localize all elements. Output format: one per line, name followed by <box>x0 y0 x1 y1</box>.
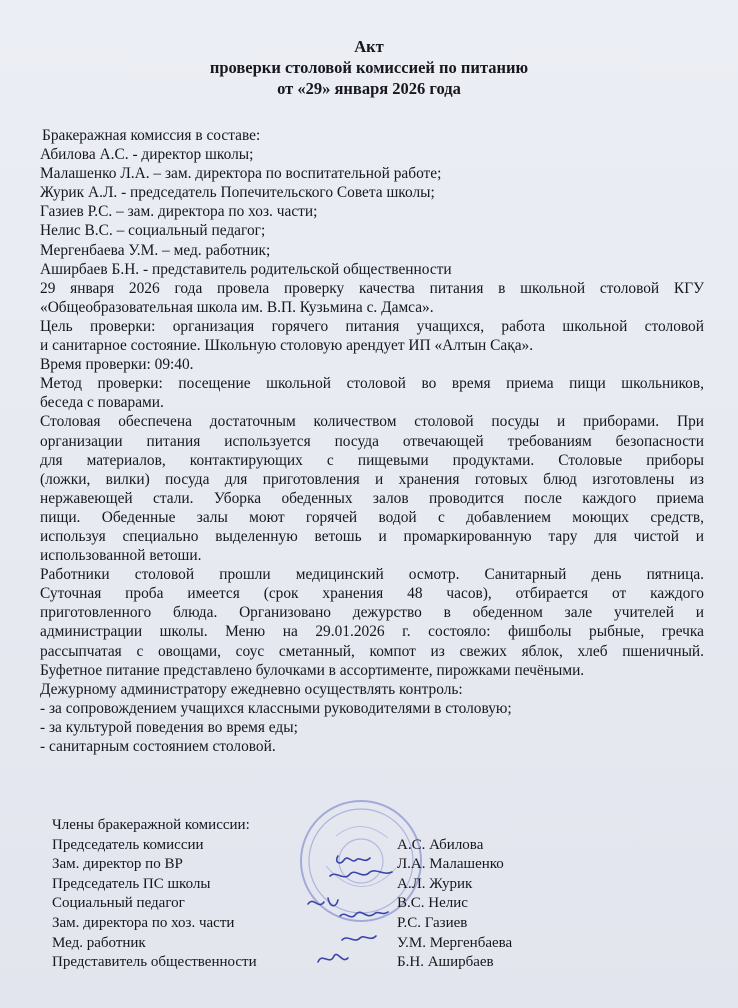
document-body <box>40 126 704 756</box>
method-line: беседа с поварами. <box>40 394 164 412</box>
paragraph-line: приготовленного блюда. Организовано дежурство в обеденном зале учителей и <box>40 604 704 622</box>
signatures-block <box>52 816 652 973</box>
paragraph-line: Столовая обеспечена достаточным количеством столовой посуды и приборами. При <box>40 413 704 431</box>
commission-intro: Бракеражная комиссия в составе: <box>42 127 261 144</box>
method-line: Метод проверки: посещение школьной столовой во время приема пищи школьников, <box>40 375 704 393</box>
signature-row <box>52 836 652 856</box>
heading-subtitle: проверки столовой комиссией по питанию <box>209 58 529 77</box>
check-line: 29 января 2026 года провела проверку качества питания в школьной столовой КГУ <box>40 279 704 297</box>
paragraph-line: Работники столовой прошли медицинский осмотр. Санитарный день пятница. <box>40 566 704 584</box>
signature-role: Представитель общественности <box>52 954 257 971</box>
check-line: «Общеобразовательная школа им. В.П. Кузьмина с. Дамса». <box>40 298 434 316</box>
paragraph-line: (ложки, вилки) посуда для приготовления и хранения готовых блюд изготовлены из <box>40 470 704 488</box>
inspection-time: Время проверки: 09:40. <box>40 356 194 374</box>
signature-name: А.Л. Журик <box>397 875 473 892</box>
paragraph-line: администрации школы. Меню на 29.01.2026 г. состояло: фишболы рыбные, гречка <box>40 623 704 641</box>
heading-title: Акт <box>354 37 384 56</box>
paragraph-line: рассыпчатая с овощами, соус сметанный, компот из свежих яблок, хлеб пшеничный. <box>40 642 704 660</box>
signature-name: В.С. Нелис <box>397 895 468 912</box>
paragraph-line: организации питания используется посуда отвечающей требованиям безопасности <box>40 432 704 450</box>
signature-row <box>52 855 652 875</box>
signature-role: Социальный педагог <box>52 895 185 912</box>
member-line: Аширбаев Б.Н. - представитель родительской общественности <box>40 260 452 278</box>
member-line: Абилова А.С. - директор школы; <box>40 146 254 164</box>
control-item: - санитарным состоянием столовой. <box>40 738 276 755</box>
paragraph-line: используя специально выделенную ветошь и промаркированную тару для чистой и <box>40 527 704 545</box>
heading-date: от «29» января 2026 года <box>277 79 461 98</box>
signature-role: Председатель ПС школы <box>52 875 211 892</box>
member-line: Газиев Р.С. – зам. директора по хоз. части; <box>40 203 318 221</box>
signature-name: Б.Н. Аширбаев <box>397 954 494 971</box>
signature-row <box>52 934 652 954</box>
signature-row <box>52 875 652 895</box>
member-line: Мергенбаева У.М. – мед. работник; <box>40 241 271 259</box>
signature-row <box>52 953 652 973</box>
signature-role: Зам. директора по хоз. части <box>52 914 235 931</box>
member-line: Малашенко Л.А. – зам. директора по воспитательной работе; <box>40 165 442 183</box>
control-intro: Дежурному администратору ежедневно осуществлять контроль: <box>40 680 463 698</box>
goal-line: Цель проверки: организация горячего питания учащихся, работа школьной столовой <box>40 317 704 335</box>
paragraph-line: Суточная проба имеется (срок хранения 48 часов), отбирается от каждого <box>40 585 704 603</box>
signatures-title: Члены бракеражной комиссии: <box>52 817 250 833</box>
paragraph-line: использованной ветоши. <box>40 547 202 565</box>
paragraph-line: нержавеющей стали. Уборка обеденных залов проводится после каждого приема <box>40 489 704 507</box>
paragraph-line: Буфетное питание представлено булочками в ассортименте, пирожками печёными. <box>40 661 585 679</box>
signature-name: А.С. Абилова <box>397 836 484 853</box>
signature-role: Зам. директор по ВР <box>52 856 183 873</box>
signature-name: У.М. Мергенбаева <box>397 934 513 951</box>
control-item: - за культурой поведения во время еды; <box>40 718 298 736</box>
member-line: Нелис В.С. – социальный педагог; <box>40 222 266 240</box>
signature-row <box>52 914 652 934</box>
goal-line: и санитарное состояние. Школьную столовую арендует ИП «Алтын Сақа». <box>40 337 534 355</box>
signature-role: Мед. работник <box>52 934 146 951</box>
signature-name: Р.С. Газиев <box>397 914 468 931</box>
signature-name: Л.А. Малашенко <box>397 856 504 873</box>
paragraph-line: для материалов, контактирующих с пищевыми продуктами. Столовые приборы <box>40 451 704 469</box>
member-line: Журик А.Л. - председатель Попечительского Совета школы; <box>40 184 435 202</box>
signature-role: Председатель комиссии <box>52 836 204 853</box>
signature-row <box>52 894 652 914</box>
paragraph-line: пищи. Обеденные залы моют горячей водой с добавлением моющих средств, <box>40 508 704 526</box>
control-item: - за сопровождением учащихся классными руководителями в столовую; <box>40 699 512 717</box>
signatures-title-row <box>52 816 652 836</box>
document-heading <box>0 36 738 99</box>
